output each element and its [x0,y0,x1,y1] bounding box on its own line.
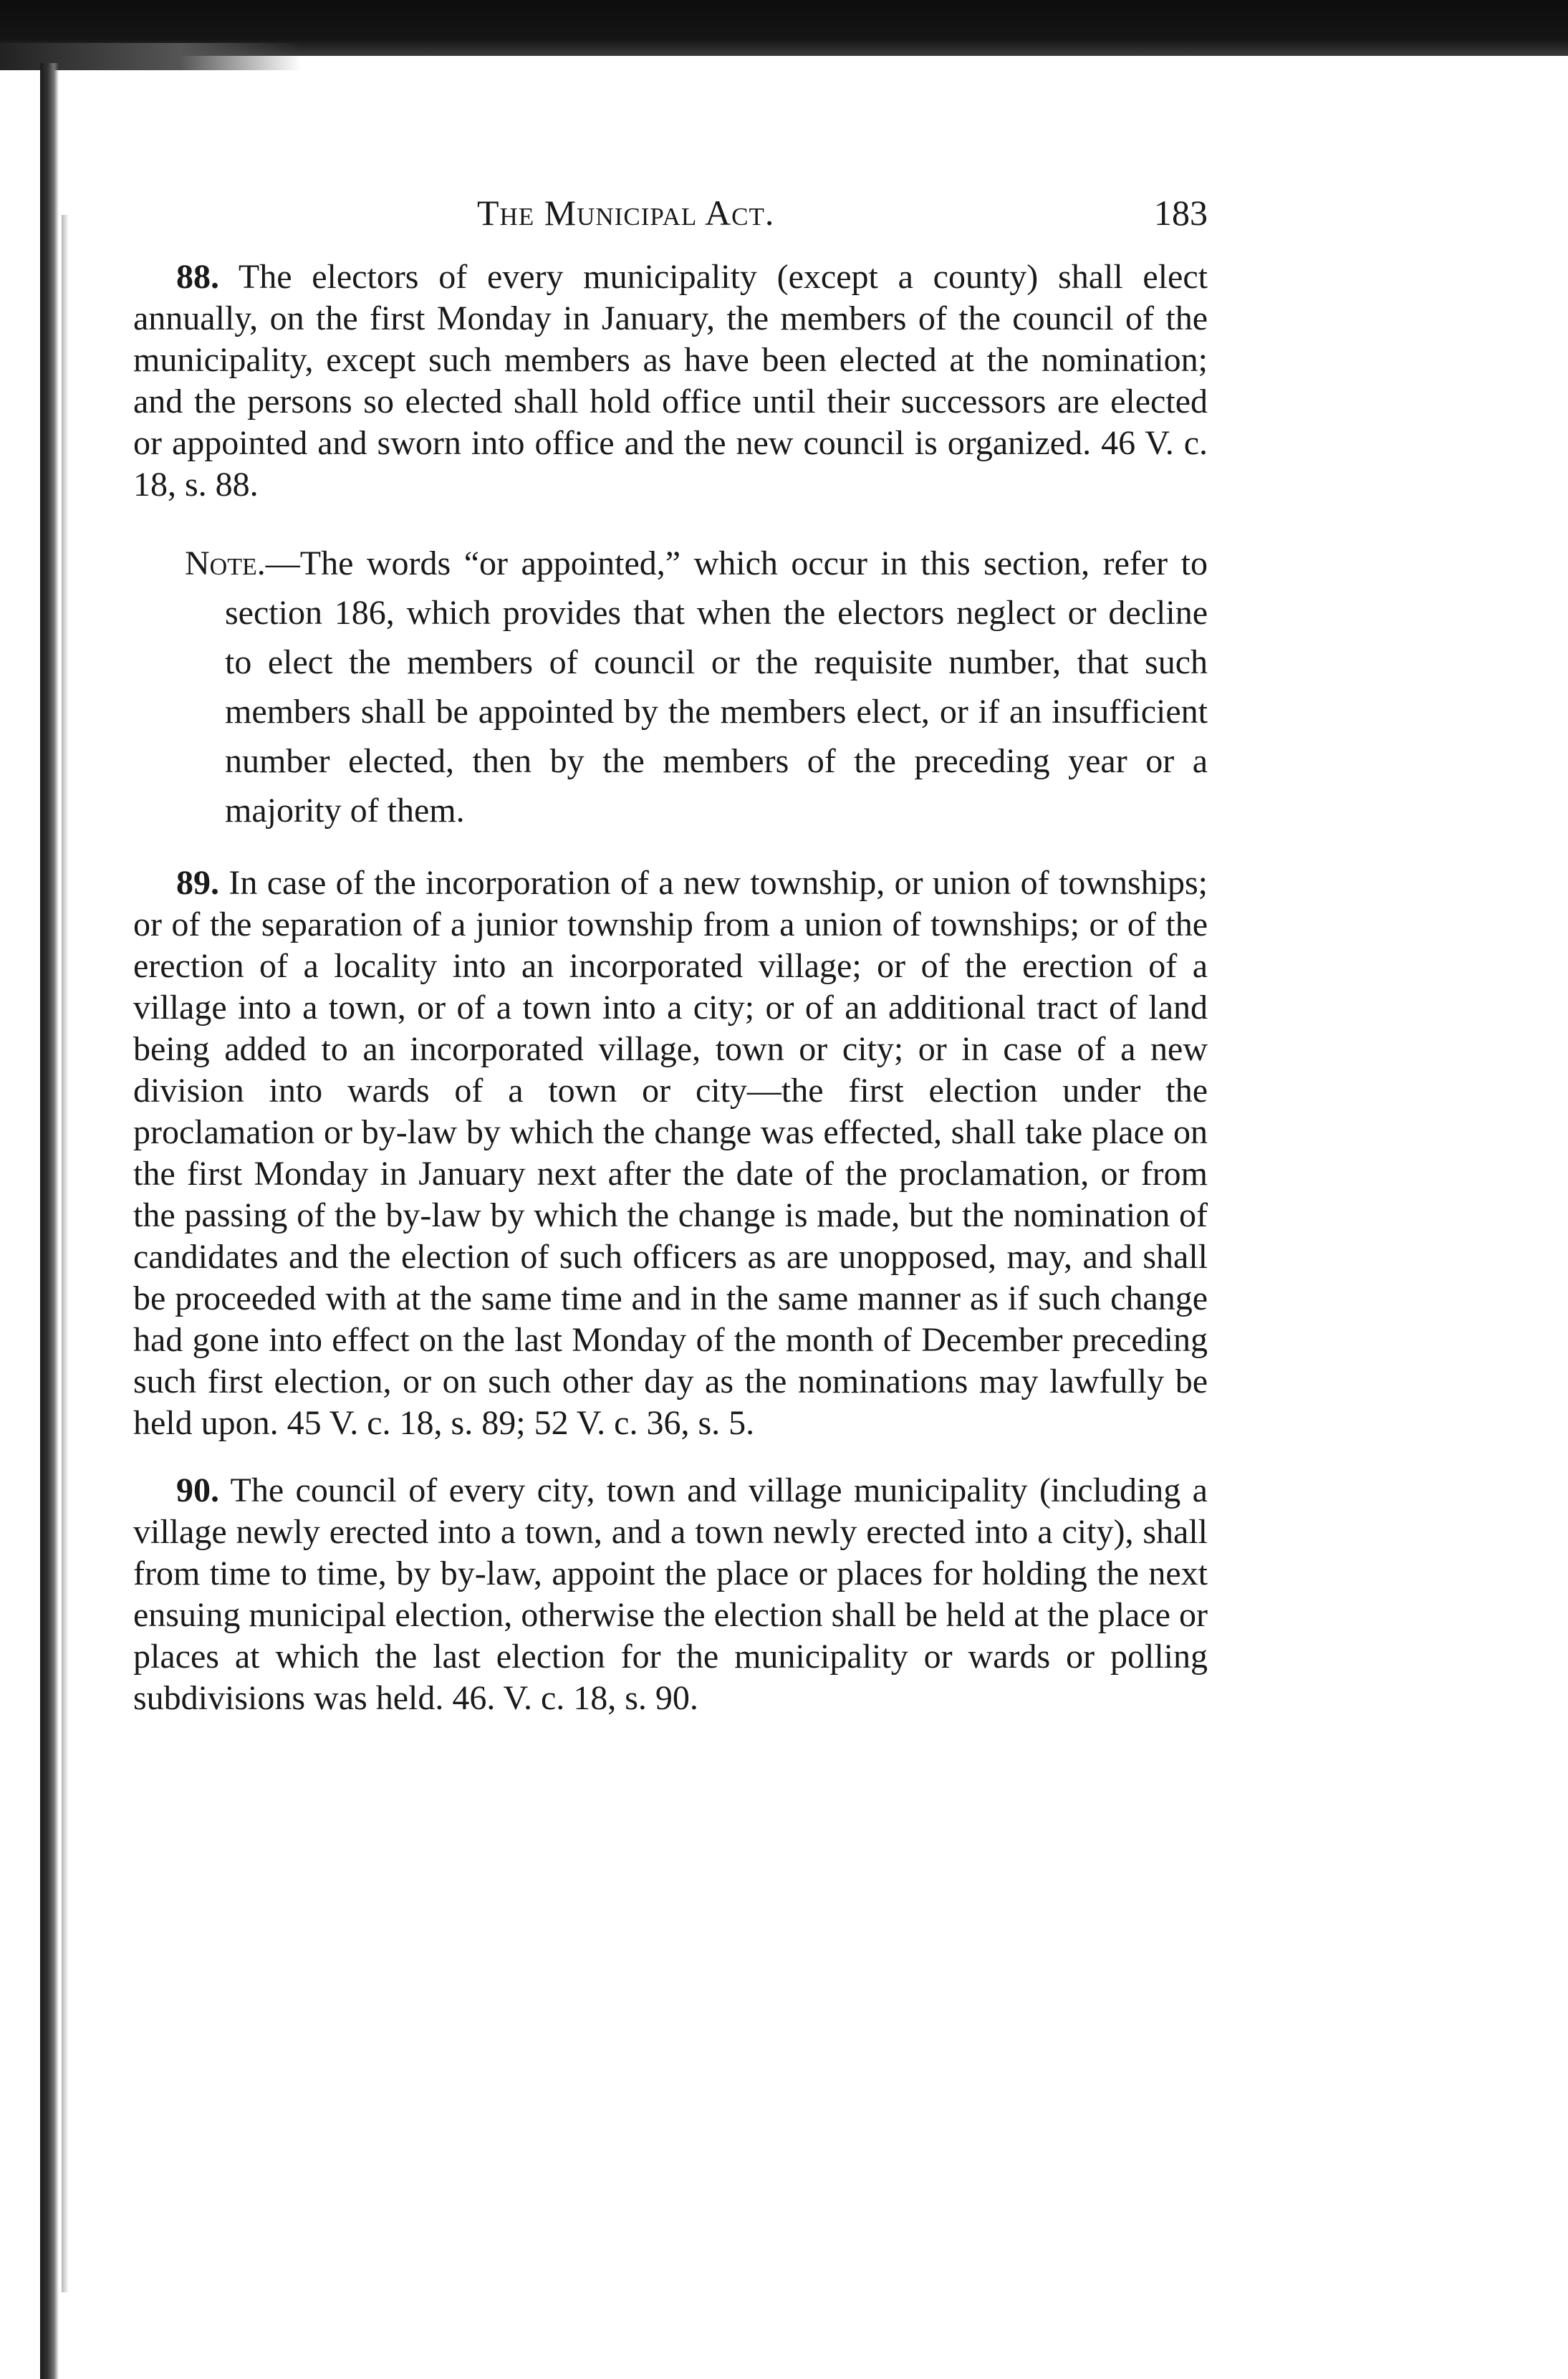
running-title: The Municipal Act. [477,193,775,233]
section-89 [133,862,1208,1444]
section-text: The electors of every municipality (except a county) shall elect annually, on the first Monday in January, the members of the council of the municipality, except such members as have been elected at the nomination; and the persons so elected shall hold office until their successors are elected or appointed and sworn into office and the new council is organized. 46 V. c. 18, s. 88. [133,258,1208,504]
book-page [133,179,1208,1719]
section-text: The council of every city, town and village municipality (including a village newly erected into a town, and a town newly erected into a city), shall from time to time, by by-law, appoint the place or places for holding the next ensuing municipal election, otherwise the election shall be held at the place or places at which the last election for the municipality or wards or polling subdivisions was held. 46. V. c. 18, s. 90. [133,1471,1208,1717]
page-number: 183 [1154,193,1208,233]
note-text: —The words “or appointed,” which occur in this section, refer to section 186, which provides that when the electors neglect or decline to elect the members of council or the requisite number, that such members shall be appointed by the members elect, or if an insufficient number elected, then by the members of the preceding year or a majority of them. [225,544,1208,830]
note-label: Note. [185,544,266,582]
scan-binding-shadow [62,215,69,2292]
scan-binding-edge [40,63,59,2379]
section-88-note [133,539,1208,835]
section-number: 89. [176,864,219,902]
section-90 [133,1470,1208,1719]
section-number: 90. [176,1471,219,1509]
section-text: In case of the incorporation of a new township, or union of townships; or of the separation of a junior township from a union of townships; or of the erection of a locality into an incorporated village; or of the erection of a village into a town, or of a town into a city; or of an additional tract of land being added to an incorporated village, town or city; or in case of a new division into wards of a town or city—the first election under the proclamation or by-law by which the change was effected, shall take place on the first Monday in January next after the date of the proclamation, or from the passing of the by-law by which the change is made, but the nomination of candidates and the election of such officers as are unopposed, may, and shall be proceeded with at the same time and in the same manner as if such change had gone into effect on the last Monday of the month of December preceding such first election, or on such other day as the nominations may lawfully be held upon. 45 V. c. 18, s. 89; 52 V. c. 36, s. 5. [133,864,1208,1442]
section-number: 88. [176,258,219,296]
running-header [133,179,1208,244]
section-88 [133,256,1208,506]
